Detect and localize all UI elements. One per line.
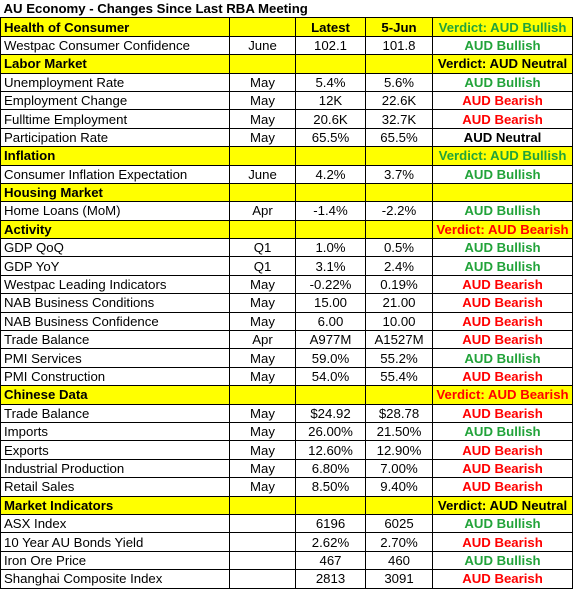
table-row — [1, 551, 573, 569]
indicator-name: Employment Change — [1, 91, 230, 109]
latest-value-cell: 6.80% — [296, 459, 366, 477]
period-cell — [230, 514, 296, 532]
table-row — [1, 165, 573, 183]
verdict-cell: AUD Bullish — [433, 36, 573, 54]
indicator-name: Trade Balance — [1, 404, 230, 422]
verdict-cell: AUD Bearish — [433, 367, 573, 385]
section-row — [1, 183, 573, 201]
period-cell: May — [230, 110, 296, 128]
latest-value-cell: 467 — [296, 551, 366, 569]
latest-value-cell: 26.00% — [296, 422, 366, 440]
latest-value-cell — [296, 496, 366, 514]
period-cell: May — [230, 275, 296, 293]
indicator-name: PMI Construction — [1, 367, 230, 385]
table-row — [1, 202, 573, 220]
previous-value-cell: A1527M — [366, 331, 433, 349]
latest-value-cell: 6196 — [296, 514, 366, 532]
section-row — [1, 220, 573, 238]
verdict-cell: AUD Bullish — [433, 202, 573, 220]
previous-value-cell — [366, 386, 433, 404]
indicator-name: Unemployment Rate — [1, 73, 230, 91]
previous-value-cell: 460 — [366, 551, 433, 569]
latest-value-cell — [296, 147, 366, 165]
table-row — [1, 367, 573, 385]
section-heading: Health of Consumer — [1, 18, 230, 36]
indicator-name: Home Loans (MoM) — [1, 202, 230, 220]
previous-value-cell: -2.2% — [366, 202, 433, 220]
table-row — [1, 570, 573, 588]
table-row — [1, 257, 573, 275]
previous-value-cell: 55.2% — [366, 349, 433, 367]
verdict-cell: AUD Neutral — [433, 128, 573, 146]
period-cell — [230, 533, 296, 551]
verdict-cell: AUD Bearish — [433, 110, 573, 128]
period-cell: May — [230, 73, 296, 91]
section-row — [1, 55, 573, 73]
period-cell: May — [230, 312, 296, 330]
latest-value-cell: 59.0% — [296, 349, 366, 367]
latest-value-cell: 20.6K — [296, 110, 366, 128]
latest-value-cell: 5.4% — [296, 73, 366, 91]
latest-value-cell: 1.0% — [296, 239, 366, 257]
previous-value-cell: 9.40% — [366, 478, 433, 496]
previous-value-cell — [366, 496, 433, 514]
table-row — [1, 312, 573, 330]
section-verdict: Verdict: AUD Neutral — [433, 55, 573, 73]
previous-value-cell: 32.7K — [366, 110, 433, 128]
indicator-name: NAB Business Conditions — [1, 294, 230, 312]
verdict-cell: AUD Bearish — [433, 294, 573, 312]
indicator-name: Iron Ore Price — [1, 551, 230, 569]
period-cell — [230, 18, 296, 36]
section-heading: Chinese Data — [1, 386, 230, 404]
indicator-name: Retail Sales — [1, 478, 230, 496]
previous-value-cell: 65.5% — [366, 128, 433, 146]
previous-value-cell: 5-Jun — [366, 18, 433, 36]
verdict-cell: AUD Bullish — [433, 349, 573, 367]
indicator-name: NAB Business Confidence — [1, 312, 230, 330]
latest-value-cell: 102.1 — [296, 36, 366, 54]
period-cell: Q1 — [230, 257, 296, 275]
section-row — [1, 496, 573, 514]
verdict-cell: AUD Bullish — [433, 514, 573, 532]
indicator-name: Consumer Inflation Expectation — [1, 165, 230, 183]
period-cell — [230, 55, 296, 73]
table-row — [1, 239, 573, 257]
indicator-name: Imports — [1, 422, 230, 440]
section-heading: Inflation — [1, 147, 230, 165]
indicator-name: 10 Year AU Bonds Yield — [1, 533, 230, 551]
latest-value-cell — [296, 55, 366, 73]
latest-value-cell: Latest — [296, 18, 366, 36]
previous-value-cell: $28.78 — [366, 404, 433, 422]
verdict-cell: AUD Bearish — [433, 404, 573, 422]
indicator-name: Westpac Leading Indicators — [1, 275, 230, 293]
latest-value-cell: 4.2% — [296, 165, 366, 183]
period-cell: Apr — [230, 331, 296, 349]
latest-value-cell: 15.00 — [296, 294, 366, 312]
previous-value-cell: 7.00% — [366, 459, 433, 477]
table-row — [1, 349, 573, 367]
section-heading: Activity — [1, 220, 230, 238]
previous-value-cell: 0.19% — [366, 275, 433, 293]
indicator-name: Exports — [1, 441, 230, 459]
indicator-name: GDP YoY — [1, 257, 230, 275]
verdict-cell: AUD Bearish — [433, 441, 573, 459]
latest-value-cell: $24.92 — [296, 404, 366, 422]
table-row — [1, 331, 573, 349]
table-row — [1, 478, 573, 496]
indicator-name: ASX Index — [1, 514, 230, 532]
period-cell: May — [230, 367, 296, 385]
section-heading: Market Indicators — [1, 496, 230, 514]
previous-value-cell: 10.00 — [366, 312, 433, 330]
period-cell: June — [230, 36, 296, 54]
latest-value-cell — [296, 183, 366, 201]
verdict-cell: AUD Bullish — [433, 165, 573, 183]
table-row — [1, 128, 573, 146]
previous-value-cell: 55.4% — [366, 367, 433, 385]
previous-value-cell — [366, 147, 433, 165]
verdict-cell: AUD Bearish — [433, 478, 573, 496]
latest-value-cell: -1.4% — [296, 202, 366, 220]
table-row — [1, 404, 573, 422]
period-cell — [230, 570, 296, 588]
table-row — [1, 275, 573, 293]
verdict-cell: AUD Bullish — [433, 257, 573, 275]
latest-value-cell: 12.60% — [296, 441, 366, 459]
verdict-cell: AUD Bullish — [433, 422, 573, 440]
table-row — [1, 422, 573, 440]
section-verdict: Verdict: AUD Bearish — [433, 386, 573, 404]
period-cell: May — [230, 422, 296, 440]
section-heading: Housing Market — [1, 183, 230, 201]
table-row — [1, 36, 573, 54]
latest-value-cell: -0.22% — [296, 275, 366, 293]
previous-value-cell: 12.90% — [366, 441, 433, 459]
period-cell — [230, 147, 296, 165]
indicator-name: Industrial Production — [1, 459, 230, 477]
section-row — [1, 386, 573, 404]
latest-value-cell: 8.50% — [296, 478, 366, 496]
previous-value-cell: 6025 — [366, 514, 433, 532]
table-row — [1, 441, 573, 459]
previous-value-cell: 3091 — [366, 570, 433, 588]
section-heading: Labor Market — [1, 55, 230, 73]
table-row — [1, 514, 573, 532]
verdict-cell: AUD Bearish — [433, 312, 573, 330]
table-body — [1, 0, 573, 588]
table-row — [1, 459, 573, 477]
previous-value-cell: 5.6% — [366, 73, 433, 91]
table-row — [1, 73, 573, 91]
latest-value-cell: A977M — [296, 331, 366, 349]
verdict-cell: AUD Bearish — [433, 331, 573, 349]
verdict-cell: AUD Bearish — [433, 533, 573, 551]
period-cell: May — [230, 128, 296, 146]
previous-value-cell: 21.00 — [366, 294, 433, 312]
period-cell: May — [230, 294, 296, 312]
previous-value-cell: 21.50% — [366, 422, 433, 440]
section-verdict — [433, 183, 573, 201]
previous-value-cell: 101.8 — [366, 36, 433, 54]
period-cell — [230, 220, 296, 238]
previous-value-cell — [366, 183, 433, 201]
title-row — [1, 0, 573, 18]
latest-value-cell: 3.1% — [296, 257, 366, 275]
period-cell: June — [230, 165, 296, 183]
table-row — [1, 91, 573, 109]
section-verdict: Verdict: AUD Bullish — [433, 18, 573, 36]
latest-value-cell — [296, 386, 366, 404]
table-row — [1, 110, 573, 128]
period-cell: Apr — [230, 202, 296, 220]
previous-value-cell: 0.5% — [366, 239, 433, 257]
previous-value-cell: 22.6K — [366, 91, 433, 109]
table-row — [1, 533, 573, 551]
period-cell — [230, 183, 296, 201]
period-cell — [230, 496, 296, 514]
indicator-name: GDP QoQ — [1, 239, 230, 257]
period-cell: May — [230, 404, 296, 422]
indicator-name: Participation Rate — [1, 128, 230, 146]
latest-value-cell: 12K — [296, 91, 366, 109]
period-cell: May — [230, 441, 296, 459]
verdict-cell: AUD Bearish — [433, 459, 573, 477]
verdict-cell: AUD Bullish — [433, 551, 573, 569]
previous-value-cell: 2.4% — [366, 257, 433, 275]
verdict-cell: AUD Bullish — [433, 73, 573, 91]
sheet-title: AU Economy - Changes Since Last RBA Meeting — [1, 0, 573, 18]
latest-value-cell — [296, 220, 366, 238]
latest-value-cell: 2.62% — [296, 533, 366, 551]
latest-value-cell: 2813 — [296, 570, 366, 588]
previous-value-cell: 3.7% — [366, 165, 433, 183]
latest-value-cell: 54.0% — [296, 367, 366, 385]
section-row — [1, 147, 573, 165]
verdict-cell: AUD Bearish — [433, 275, 573, 293]
indicator-name: Shanghai Composite Index — [1, 570, 230, 588]
section-verdict: Verdict: AUD Bullish — [433, 147, 573, 165]
period-cell: Q1 — [230, 239, 296, 257]
period-cell — [230, 386, 296, 404]
verdict-cell: AUD Bearish — [433, 91, 573, 109]
period-cell: May — [230, 349, 296, 367]
previous-value-cell — [366, 55, 433, 73]
verdict-cell: AUD Bearish — [433, 570, 573, 588]
table-row — [1, 294, 573, 312]
section-verdict: Verdict: AUD Bearish — [433, 220, 573, 238]
latest-value-cell: 6.00 — [296, 312, 366, 330]
verdict-cell: AUD Bullish — [433, 239, 573, 257]
indicator-name: Trade Balance — [1, 331, 230, 349]
latest-value-cell: 65.5% — [296, 128, 366, 146]
period-cell: May — [230, 478, 296, 496]
previous-value-cell — [366, 220, 433, 238]
indicator-name: Fulltime Employment — [1, 110, 230, 128]
previous-value-cell: 2.70% — [366, 533, 433, 551]
period-cell — [230, 551, 296, 569]
indicator-name: Westpac Consumer Confidence — [1, 36, 230, 54]
section-row — [1, 18, 573, 36]
indicator-name: PMI Services — [1, 349, 230, 367]
period-cell: May — [230, 91, 296, 109]
period-cell: May — [230, 459, 296, 477]
section-verdict: Verdict: AUD Neutral — [433, 496, 573, 514]
